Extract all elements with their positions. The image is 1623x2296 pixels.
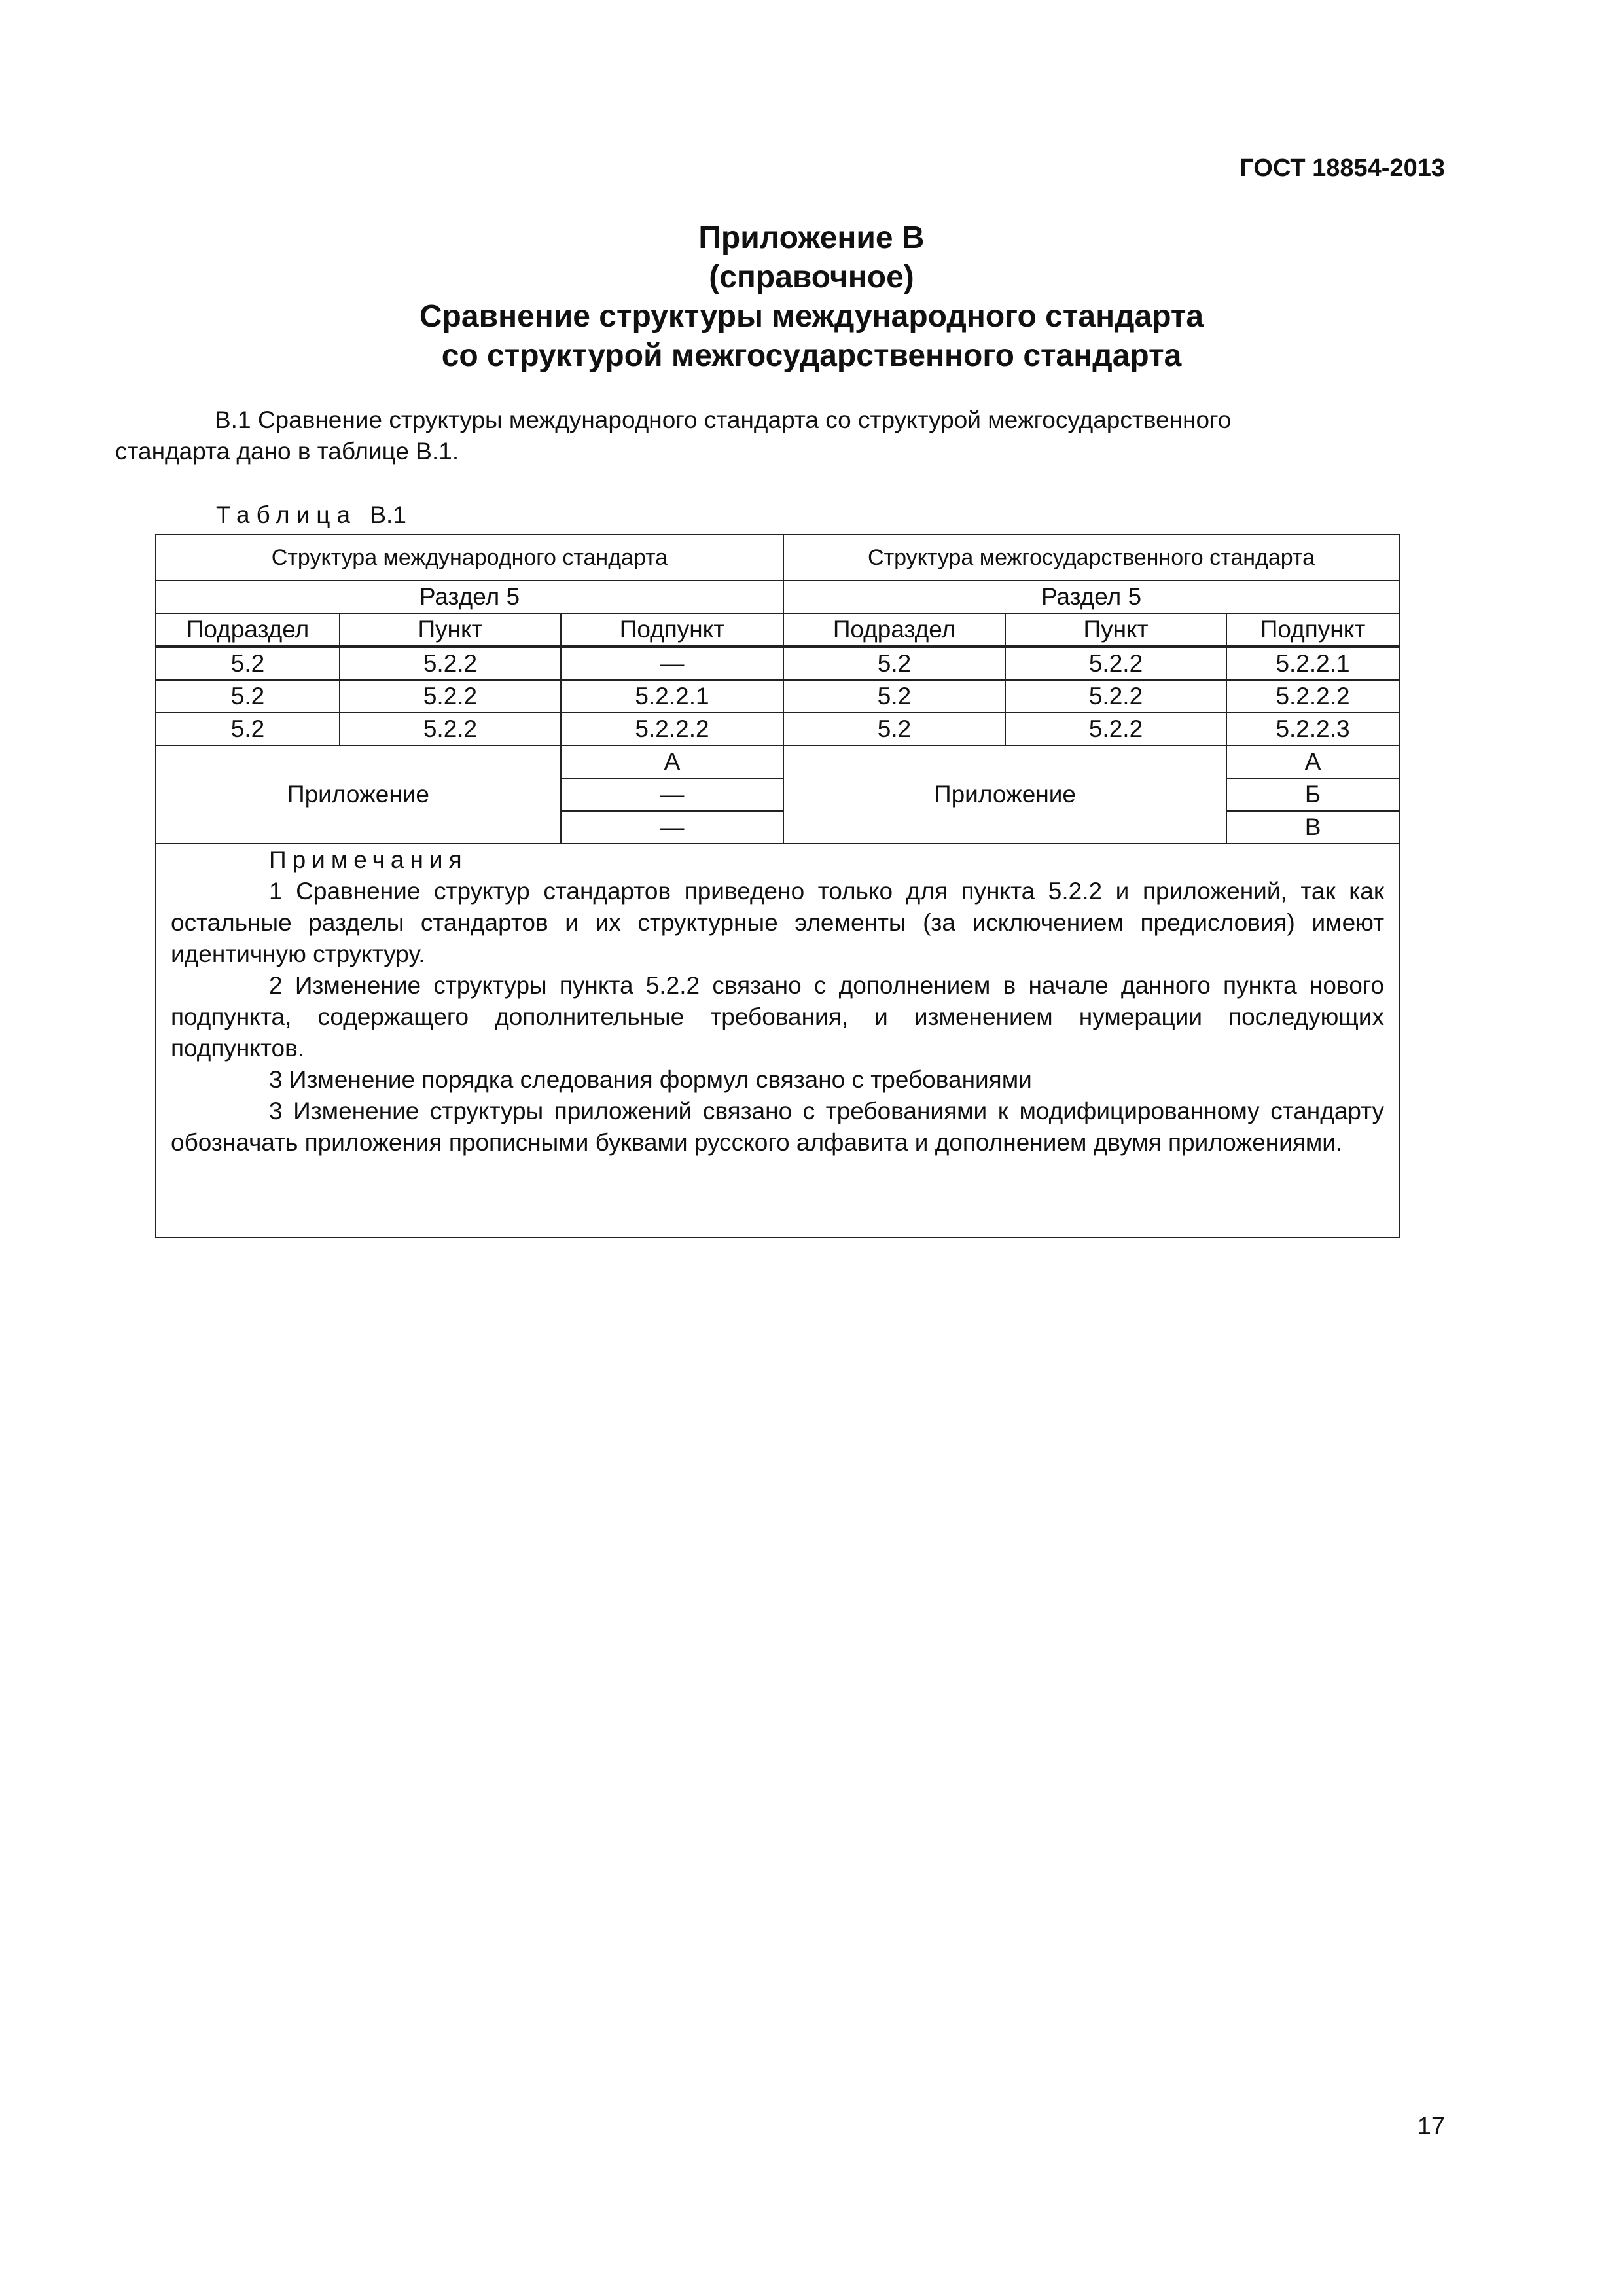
table-cell: — bbox=[561, 647, 783, 680]
table-cell: 5.2.2 bbox=[1005, 713, 1226, 745]
table-group-header-row bbox=[156, 535, 1399, 581]
table-caption bbox=[216, 501, 406, 529]
table-cell: 5.2.2.2 bbox=[1226, 680, 1399, 713]
note-item: 1 Сравнение структур стандартов приведено только для пункта 5.2.2 и приложений, так как остальные разделы стандартов и их структурные элементы (за исключением предисловия) имеют идентичную структуру. bbox=[171, 878, 1385, 967]
appendix-value-right: В bbox=[1226, 811, 1399, 844]
table-caption-number: В.1 bbox=[370, 501, 406, 528]
table-cell: 5.2 bbox=[783, 647, 1005, 680]
table-cell: 5.2 bbox=[156, 713, 340, 745]
appendix-value-left: — bbox=[561, 811, 783, 844]
appendix-row bbox=[156, 745, 1399, 778]
comparison-table bbox=[155, 534, 1400, 1238]
appendix-status: (справочное) bbox=[709, 260, 914, 295]
table-cell: 5.2.2 bbox=[340, 713, 561, 745]
appendix-value-right: Б bbox=[1226, 778, 1399, 811]
col-header: Пункт bbox=[1005, 613, 1226, 647]
appendix-value-right: А bbox=[1226, 745, 1399, 778]
appendix-subtitle-line-1: Сравнение структуры международного стандарта bbox=[419, 299, 1204, 334]
col-group-interstate: Структура межгосударственного стандарта bbox=[783, 535, 1399, 581]
document-code: ГОСТ 18854-2013 bbox=[1240, 154, 1445, 182]
col-header: Подраздел bbox=[156, 613, 340, 647]
section-left: Раздел 5 bbox=[156, 581, 783, 613]
notes-row bbox=[156, 844, 1399, 1238]
col-group-international: Структура международного стандарта bbox=[156, 535, 783, 581]
table-cell: 5.2 bbox=[783, 713, 1005, 745]
notes-cell bbox=[156, 844, 1399, 1238]
table-cell: 5.2.2.3 bbox=[1226, 713, 1399, 745]
col-header: Подпункт bbox=[561, 613, 783, 647]
table-cell: 5.2.2.1 bbox=[561, 680, 783, 713]
table-row bbox=[156, 713, 1399, 745]
appendix-value-left: А bbox=[561, 745, 783, 778]
col-header: Подпункт bbox=[1226, 613, 1399, 647]
table-cell: 5.2.2 bbox=[1005, 680, 1226, 713]
note-item: 2 Изменение структуры пункта 5.2.2 связано с дополнением в начале данного пункта нового подпункта, содержащего дополнительные требования, и изменением нумерации последующих подпунктов. bbox=[171, 972, 1385, 1062]
note-item: 3 Изменение порядка следования формул связано с требованиями bbox=[269, 1066, 1032, 1093]
table-cell: 5.2.2.2 bbox=[561, 713, 783, 745]
table-section-row bbox=[156, 581, 1399, 613]
table-row bbox=[156, 647, 1399, 680]
note-item: 3 Изменение структуры приложений связано с требованиями к модифицированному стандарту обозначать приложения прописными буквами русского алфавита и дополнением двумя приложениями. bbox=[171, 1098, 1385, 1156]
appendix-value-left: — bbox=[561, 778, 783, 811]
intro-line-1: В.1 Сравнение структуры международного стандарта со структурой межгосударственного bbox=[215, 406, 1232, 433]
intro-line-2: стандарта дано в таблице В.1. bbox=[115, 438, 459, 465]
intro-paragraph bbox=[115, 404, 1372, 467]
table-column-header-row bbox=[156, 613, 1399, 647]
table-cell: 5.2.2.1 bbox=[1226, 647, 1399, 680]
table-cell: 5.2.2 bbox=[340, 647, 561, 680]
table-cell: 5.2.2 bbox=[340, 680, 561, 713]
appendix-subtitle-line-2: со структурой межгосударственного стандарта bbox=[441, 338, 1182, 373]
table-cell: 5.2 bbox=[156, 647, 340, 680]
appendix-label-left: Приложение bbox=[156, 745, 561, 844]
page-number: 17 bbox=[1417, 2113, 1445, 2140]
appendix-heading bbox=[0, 219, 1623, 376]
col-header: Подраздел bbox=[783, 613, 1005, 647]
table-row bbox=[156, 680, 1399, 713]
col-header: Пункт bbox=[340, 613, 561, 647]
table-cell: 5.2 bbox=[156, 680, 340, 713]
table-caption-label: Таблица bbox=[216, 501, 357, 528]
section-right: Раздел 5 bbox=[783, 581, 1399, 613]
appendix-title: Приложение В bbox=[698, 221, 925, 255]
appendix-label-right: Приложение bbox=[783, 745, 1226, 844]
table-cell: 5.2 bbox=[783, 680, 1005, 713]
table-cell: 5.2.2 bbox=[1005, 647, 1226, 680]
notes-title: Примечания bbox=[269, 846, 468, 873]
